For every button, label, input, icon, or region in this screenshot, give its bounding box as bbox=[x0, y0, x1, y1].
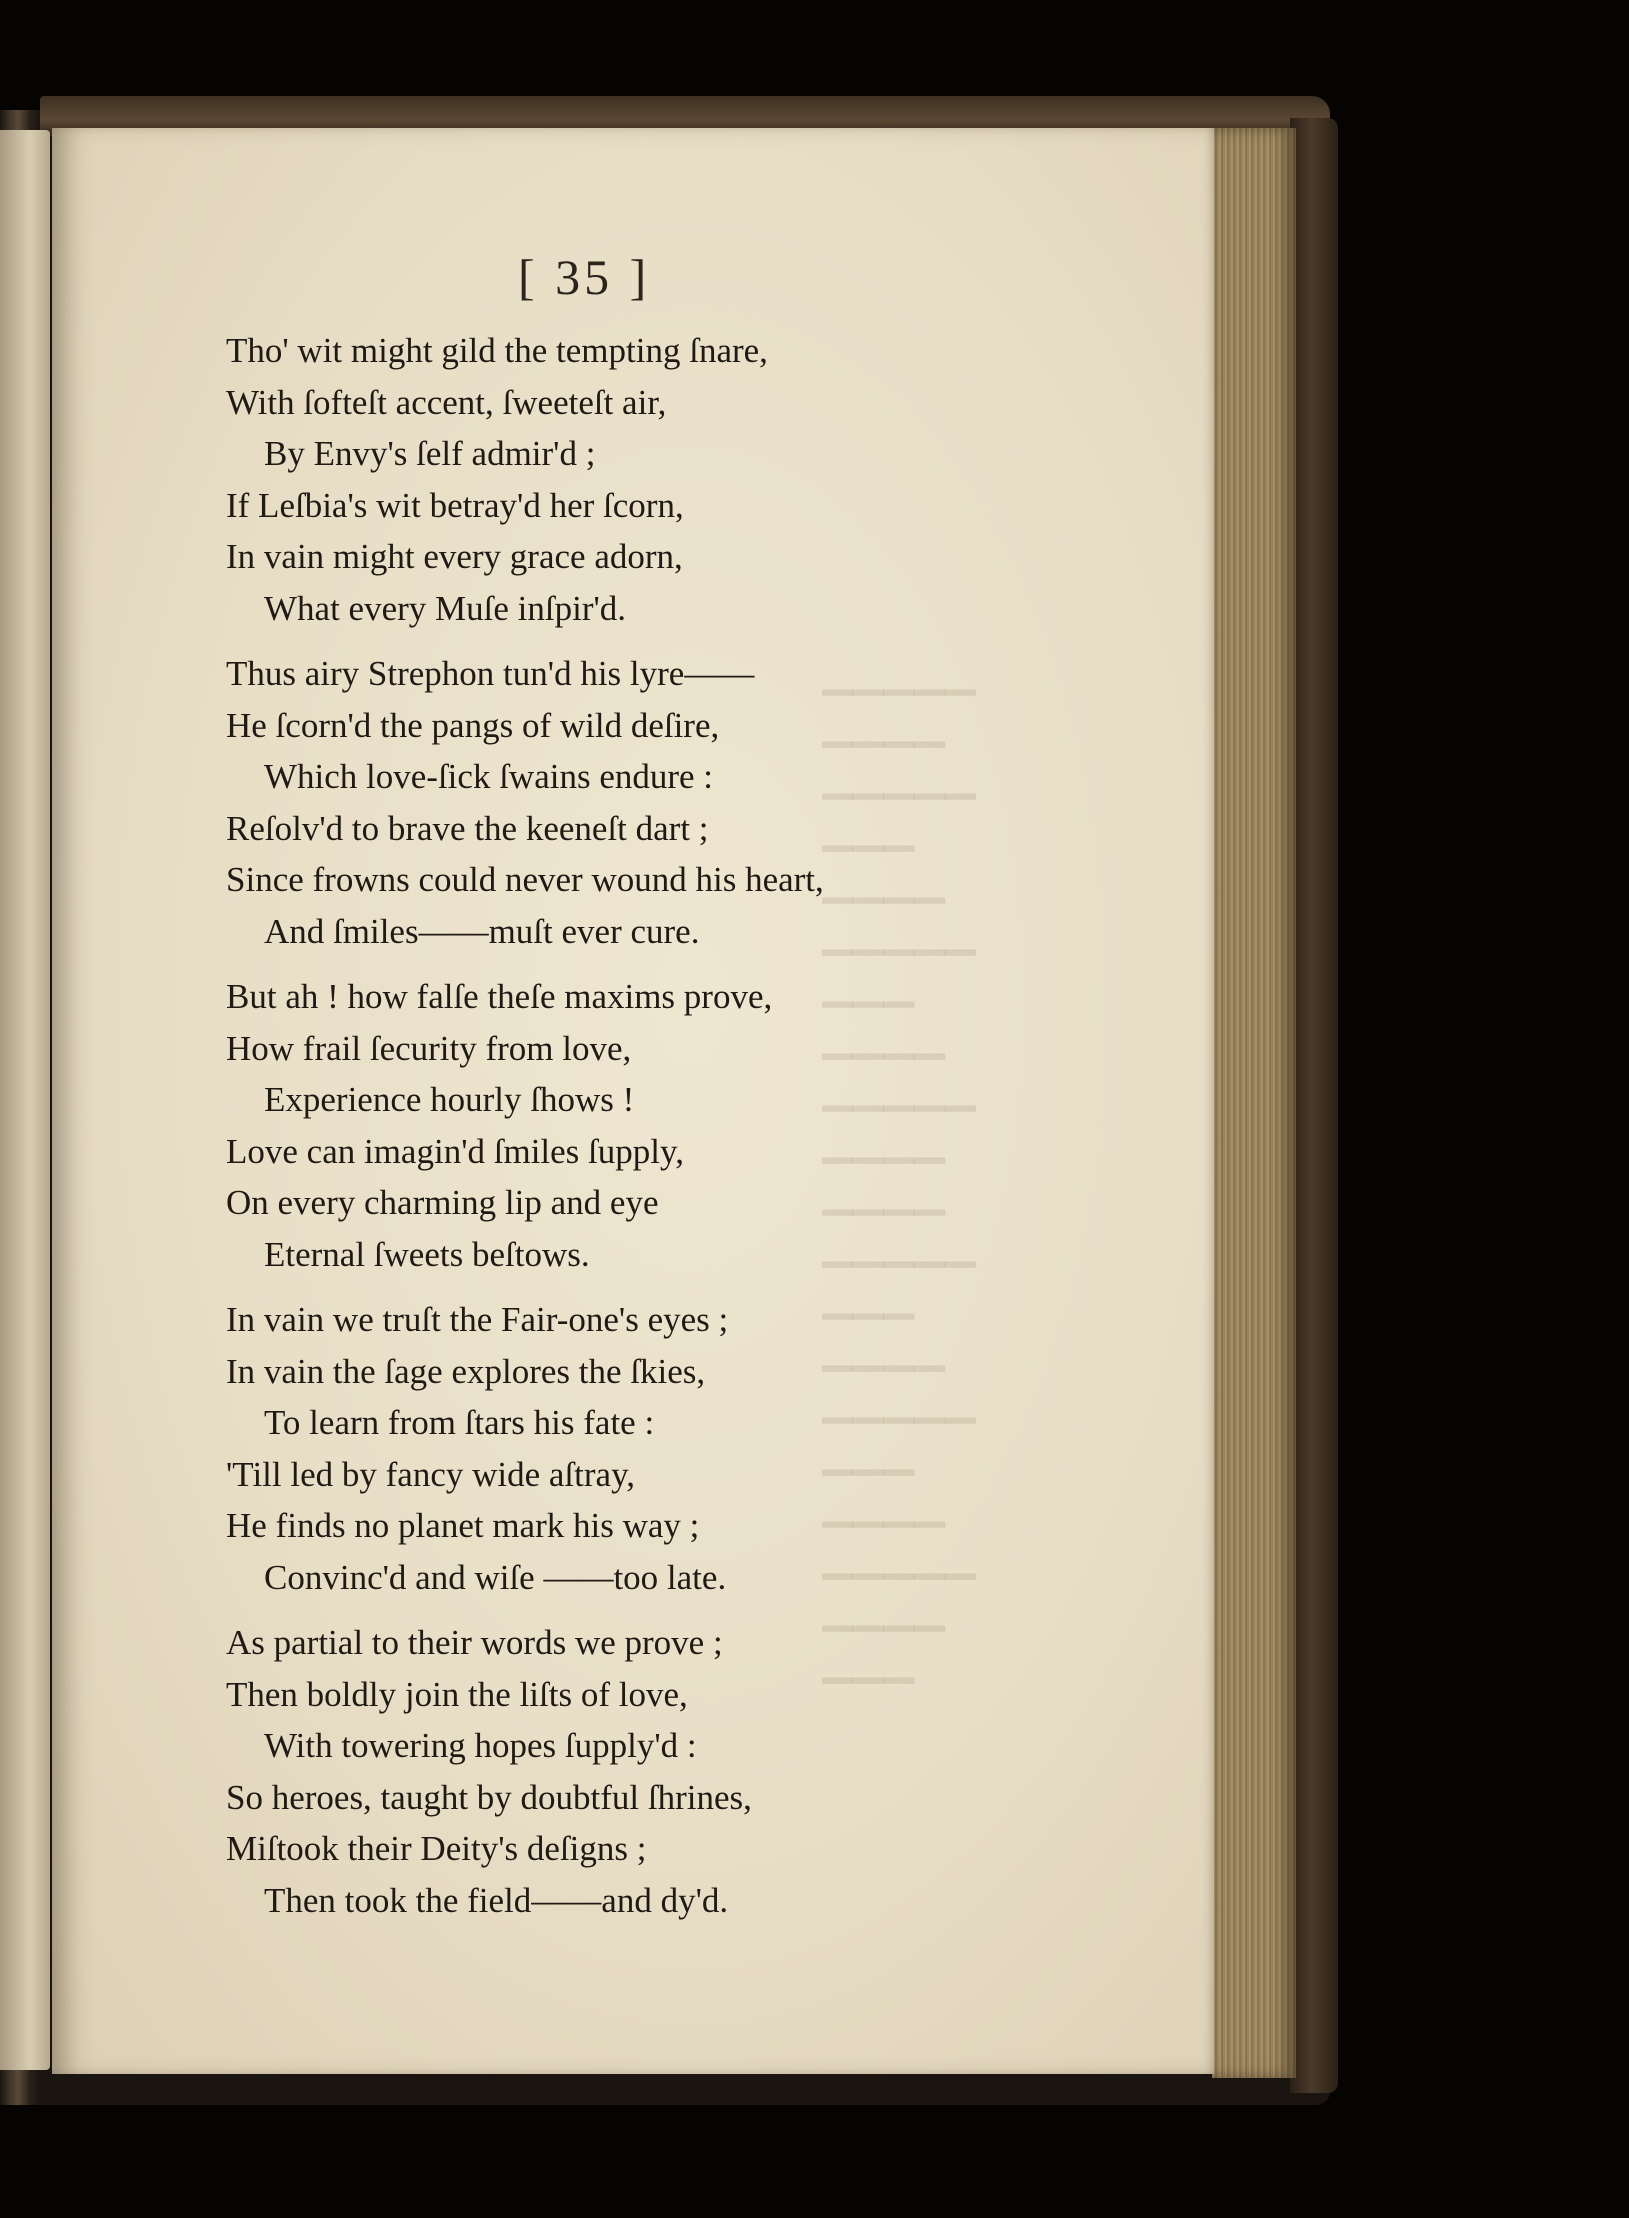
stanza bbox=[226, 1617, 986, 1926]
poem-line: How frail ſecurity from love, bbox=[226, 1028, 632, 1068]
poem-line: On every charming lip and eye bbox=[226, 1183, 659, 1222]
poem-line: With ſofteſt accent, ſweeteſt air, bbox=[226, 382, 667, 422]
poem-line: If Leſbia's wit betray'd her ſcorn, bbox=[226, 485, 684, 525]
poem-line: But ah ! how falſe theſe maxims prove, bbox=[226, 977, 773, 1016]
show-through-texture: ▔▔▔▔▔ ▔▔▔▔ ▔▔▔▔▔ ▔▔▔ ▔▔▔▔ ▔▔▔▔▔ ▔▔▔ ▔▔▔▔ ▔▔▔▔▔ ▔▔▔▔ ▔▔▔▔ ▔▔▔▔▔ ▔▔▔ ▔▔▔▔ ▔▔▔▔▔ ▔▔▔ ▔▔▔▔ ▔▔▔▔▔ ▔▔▔▔ ▔▔▔ bbox=[822, 691, 976, 1724]
poem-line: In vain might every grace adorn, bbox=[226, 537, 683, 576]
poem-line: Reſolv'd to brave the keeneſt dart ; bbox=[226, 808, 709, 848]
poem-line: In vain we truſt the Fair-one's eyes ; bbox=[226, 1300, 729, 1339]
poem-line: 'Till led by fancy wide aſtray, bbox=[226, 1454, 636, 1494]
poem-line: Experience hourly ſhows ! bbox=[264, 1080, 635, 1119]
poem-line: Thus airy Strephon tun'd his lyre—— bbox=[226, 654, 755, 693]
page-number: [ 35 ] bbox=[518, 249, 651, 305]
stanza bbox=[226, 325, 986, 634]
poem-line: So heroes, taught by doubtful ſhrines, bbox=[226, 1777, 752, 1817]
poem-line: Convinc'd and wiſe ——too late. bbox=[264, 1557, 727, 1597]
stanza bbox=[226, 971, 986, 1280]
poem-line: To learn from ſtars his fate : bbox=[264, 1403, 655, 1442]
poem-line: Since frowns could never wound his heart, bbox=[226, 860, 824, 899]
poem-line: He finds no planet mark his way ; bbox=[226, 1506, 700, 1545]
poem-line: As partial to their words we prove ; bbox=[226, 1623, 723, 1662]
poem-line: With towering hopes ſupply'd : bbox=[264, 1726, 697, 1765]
poem-line: What every Muſe inſpir'd. bbox=[264, 588, 627, 628]
facing-page-edge bbox=[0, 130, 50, 2070]
poem-line: And ſmiles——muſt ever cure. bbox=[264, 911, 700, 951]
poem-line: Love can imagin'd ſmiles ſupply, bbox=[226, 1131, 684, 1171]
poem-text bbox=[226, 325, 986, 1940]
poem-line: Tho' wit might gild the tempting ſnare, bbox=[226, 331, 768, 370]
poem-line: Then boldly join the liſts of love, bbox=[226, 1674, 688, 1714]
poem-line: By Envy's ſelf admir'd ; bbox=[264, 434, 596, 473]
stanza bbox=[226, 648, 986, 957]
poem-line: Eternal ſweets beſtows. bbox=[264, 1234, 590, 1274]
poem-line: In vain the ſage explores the ſkies, bbox=[226, 1351, 706, 1391]
poem-line: Then took the field——and dy'd. bbox=[264, 1880, 729, 1920]
poem-line: Which love-ſick ſwains endure : bbox=[264, 757, 714, 796]
book-cover-right-edge bbox=[1290, 118, 1338, 2093]
stanza bbox=[226, 1294, 986, 1603]
poem-line: He ſcorn'd the pangs of wild deſire, bbox=[226, 705, 720, 745]
poem-line: Miſtook their Deity's deſigns ; bbox=[226, 1829, 647, 1868]
page-block-edges bbox=[1212, 128, 1296, 2078]
